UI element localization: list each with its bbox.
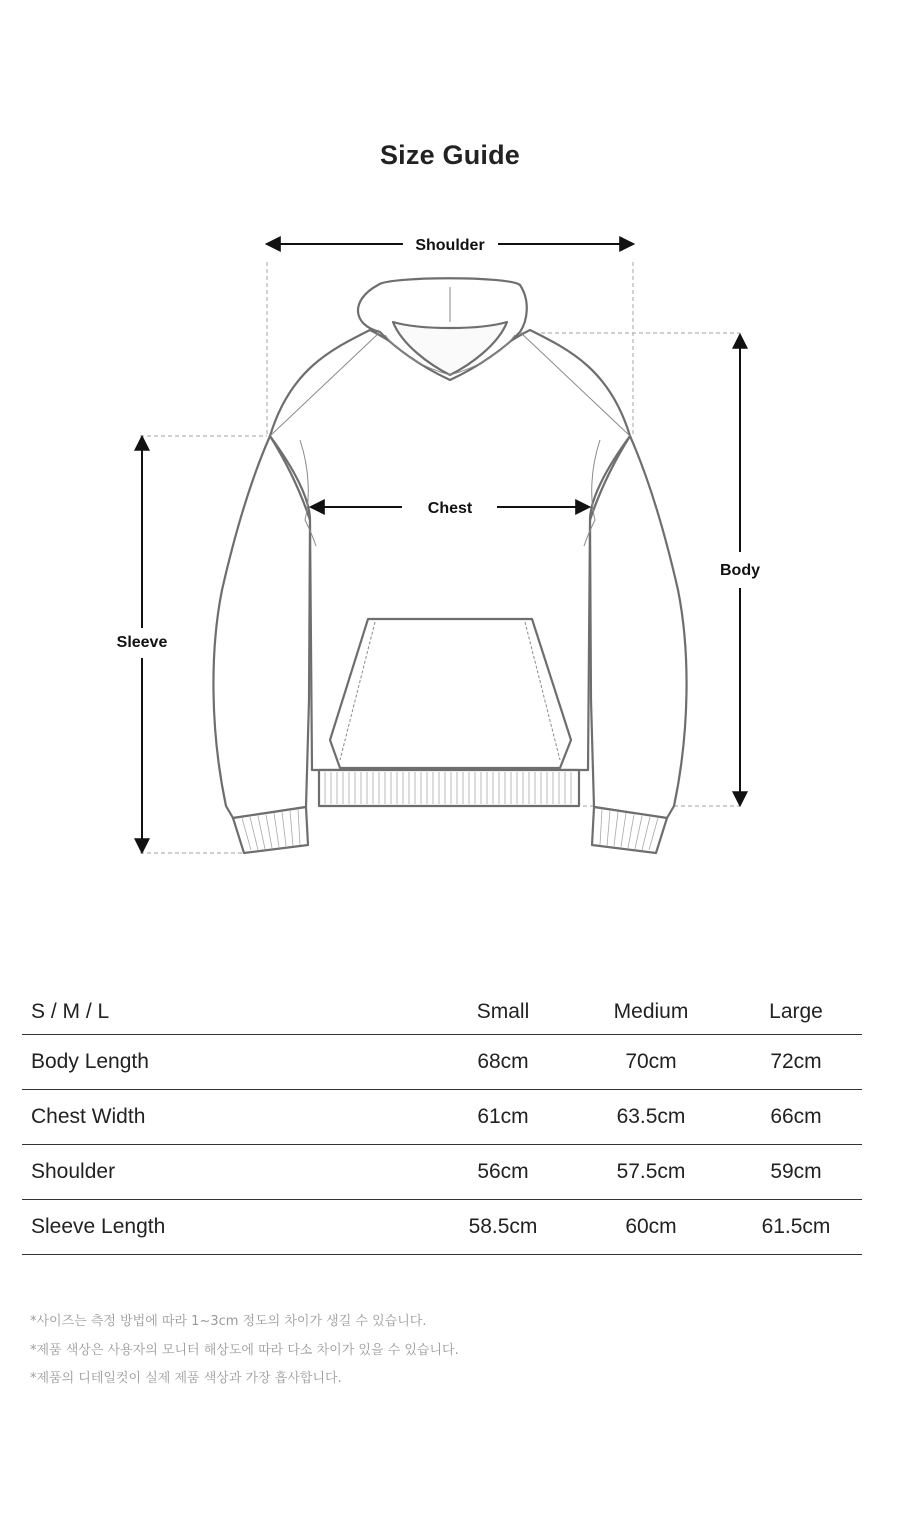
hoodie-measurement-diagram	[0, 210, 900, 890]
table-row	[22, 1035, 862, 1090]
small-value: 56cm	[477, 1160, 529, 1183]
note-color-monitor: *제품 색상은 사용자의 모니터 해상도에 따라 다소 차이가 있을 수 있습니다.	[30, 1342, 459, 1358]
medium-value: 57.5cm	[616, 1160, 686, 1183]
hoodie-outline	[213, 278, 686, 853]
row-label: Shoulder	[31, 1160, 116, 1183]
chest-label: Chest	[427, 500, 473, 517]
note-detail-cut: *제품의 디테일컷이 실제 제품 색상과 가장 흡사합니다.	[30, 1371, 342, 1386]
size-table	[22, 985, 862, 1255]
large-value: 66cm	[770, 1105, 822, 1128]
body-label: Body	[720, 562, 760, 579]
sleeve-label: Sleeve	[116, 634, 168, 651]
left-sleeve	[213, 436, 310, 818]
header-medium: Medium	[613, 1000, 689, 1023]
small-value: 61cm	[477, 1105, 529, 1128]
medium-value: 70cm	[625, 1050, 677, 1073]
size-table-header	[22, 985, 862, 1035]
row-label: Body Length	[31, 1050, 149, 1073]
table-row	[22, 1200, 862, 1255]
large-value: 59cm	[770, 1160, 822, 1183]
shoulder-label: Shoulder	[415, 237, 485, 254]
table-row	[22, 1145, 862, 1200]
row-label: Chest Width	[31, 1105, 146, 1128]
right-sleeve	[590, 436, 687, 818]
table-row	[22, 1090, 862, 1145]
small-value: 58.5cm	[468, 1215, 538, 1238]
header-small: Small	[476, 1000, 530, 1023]
waistband	[319, 770, 579, 806]
header-large: Large	[769, 1000, 823, 1023]
medium-value: 63.5cm	[616, 1105, 686, 1128]
page-title: Size Guide	[379, 140, 521, 170]
size-notes	[30, 1310, 459, 1396]
note-measurement: *사이즈는 측정 방법에 따라 1~3cm 정도의 차이가 생길 수 있습니다.	[30, 1314, 427, 1329]
medium-value: 60cm	[625, 1215, 677, 1238]
large-value: 72cm	[770, 1050, 822, 1073]
header-size-label: S / M / L	[31, 1000, 110, 1023]
small-value: 68cm	[477, 1050, 529, 1073]
row-label: Sleeve Length	[31, 1215, 166, 1238]
large-value: 61.5cm	[761, 1215, 831, 1238]
kangaroo-pocket	[330, 619, 571, 768]
